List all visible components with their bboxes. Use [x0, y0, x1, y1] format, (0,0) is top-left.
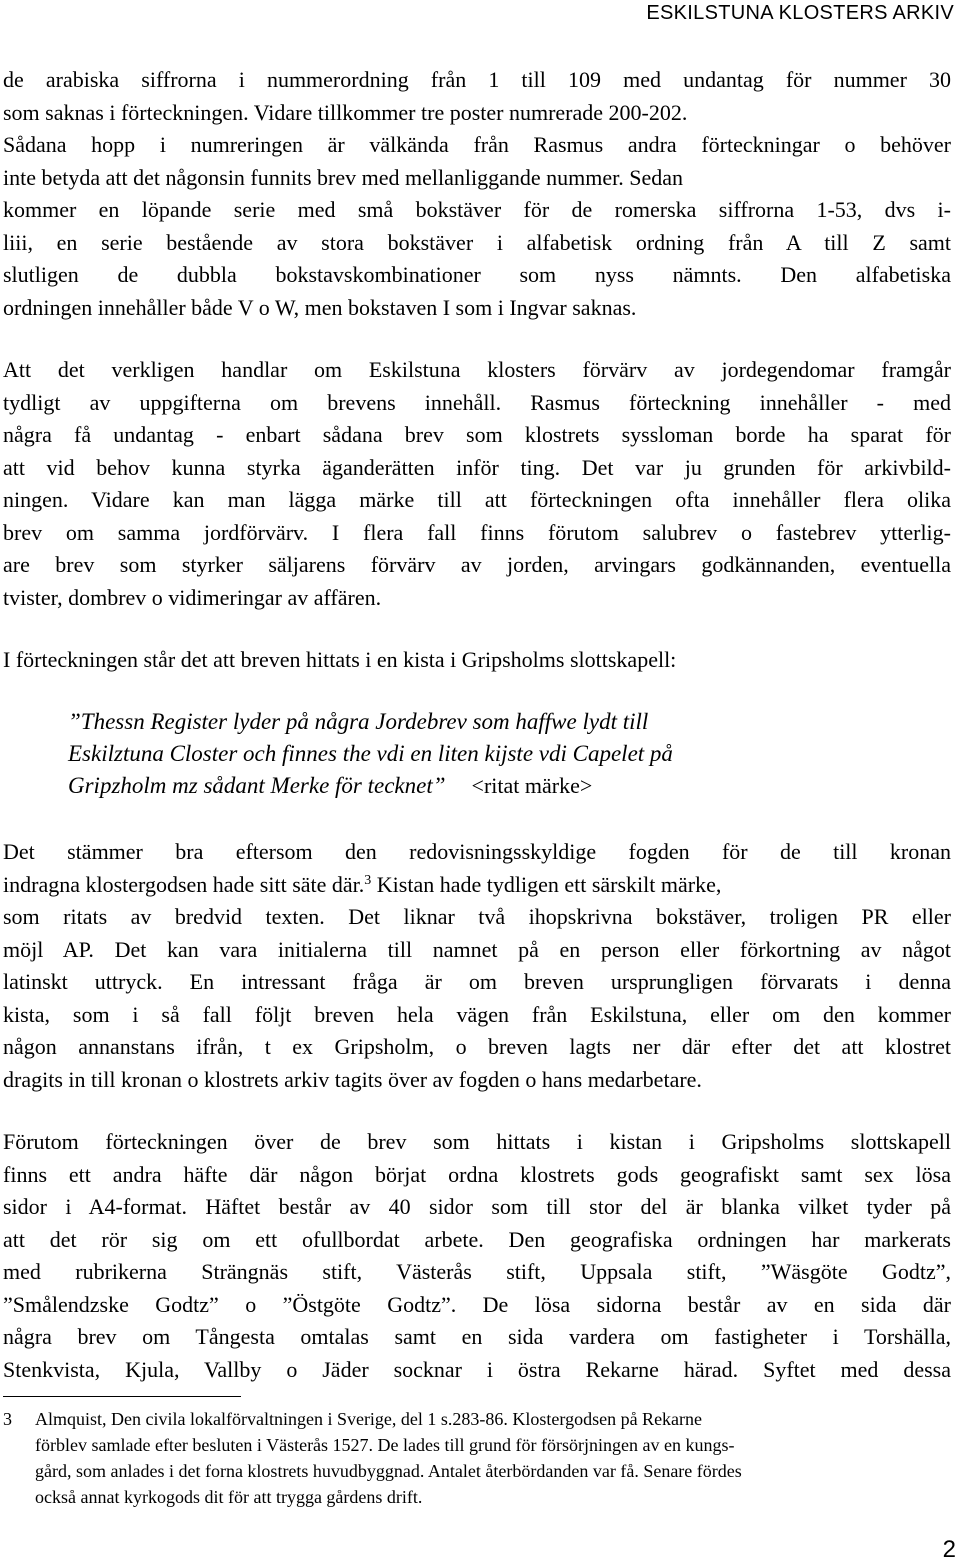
footnote-line: gård, som anlades i det forna klostrets huvudbyggnad. Antalet återbördanden var få. Senare fördes [35, 1461, 742, 1481]
text-line: några få undantag - enbart sådana brev som klostrets syssloman borde ha sparat för [3, 422, 951, 447]
drawn-mark-note: <ritat märke> [471, 773, 593, 798]
text-line: Sådana hopp i numreringen är välkända från Rasmus andra förteckningar o behöver [3, 132, 951, 157]
text-line: slutligen de dubbla bokstavskombinationer som nyss nämnts. Den alfabetiska [3, 262, 951, 287]
text-line: som ritats av bredvid texten. Det liknar två ihopskrivna bokstäver, troligen PR eller [3, 904, 951, 929]
text-line: I förteckningen står det att breven hittats i en kista i Gripsholms slottskapell: [3, 647, 677, 672]
quote-line: Eskilztuna Closter och finnes the vdi en liten kijste vdi Capelet på [68, 741, 673, 766]
quote-line: ”Thessn Register lyder på några Jordebrev som haffwe lydt till [68, 709, 649, 734]
text-line: Att det verkligen handlar om Eskilstuna klosters förvärv av jordegendomar framgår [3, 357, 951, 382]
text-line: tydligt av uppgifterna om brevens innehåll. Rasmus förteckning innehåller - med [3, 389, 951, 415]
text-line: med rubrikerna Strängnäs stift, Västerås stift, Uppsala stift, ”Wäsgöte Godtz”, [3, 1259, 951, 1284]
text-line: några brev om Tångesta omtalas samt en sida vardera om fastigheter i Torshälla, [3, 1324, 951, 1349]
text-line: möjl AP. Det kan vara initialerna till namnet på en person eller förkortning av något [3, 936, 951, 962]
block-quote [68, 706, 928, 802]
text-line: Stenkvista, Kjula, Vallby o Jäder socknar i östra Rekarne härad. Syftet med dessa [3, 1356, 951, 1382]
footnote [3, 1406, 953, 1510]
page-number: 2 [942, 1536, 956, 1563]
paragraph-3 [3, 644, 951, 677]
footnote-body [35, 1406, 953, 1510]
text-line: att det rör sig om ett ofullbordat arbete. Den geografiska ordningen har markerats [3, 1226, 951, 1252]
paragraph-5 [3, 1126, 951, 1386]
quote-line [68, 770, 928, 802]
text-line: någon annanstans ifrån, t ex Gripsholm, o breven lagts ner där efter det att klostret [3, 1034, 951, 1059]
footnote-divider [3, 1396, 241, 1397]
text-line: latinskt uttryck. En intressant fråga är om breven ursprungligen förvarats i denna [3, 969, 951, 994]
footnote-line: Almquist, Den civila lokalförvaltningen i Sverige, del 1 s.283-86. Klostergodsen på Rekarne [35, 1409, 703, 1429]
text-line: are brev som styrker säljarens förvärv av jorden, arvingars godkännanden, eventuella [3, 552, 951, 577]
paragraph-4 [3, 836, 951, 1096]
text-line: finns ett andra häfte där någon börjat ordna klostrets gods geografiskt samt sex lösa [3, 1161, 951, 1187]
text-line: brev om samma jordförvärv. I flera fall finns förutom salubrev o fastebrev ytterlig- [3, 519, 951, 545]
footnote-number: 3 [3, 1409, 12, 1429]
text-line: de arabiska siffrorna i nummerordning från 1 till 109 med undantag för nummer 30 [3, 67, 951, 92]
footnote-line: också annat kyrkogods dit för att trygga gårdens drift. [35, 1487, 423, 1507]
text-line: ”Smålendzske Godtz” o ”Östgöte Godtz”. De lösa sidorna består av en sida där [3, 1291, 951, 1317]
text-line: Det stämmer bra eftersom den redovisningsskyldige fogden för de till kronan [3, 839, 951, 864]
text-line: tvister, dombrev o vidimeringar av affären. [3, 584, 382, 610]
text-line: liii, en serie bestående av stora bokstäver i alfabetisk ordning från A till Z samt [3, 229, 951, 255]
text-line-with-footnote: indragna klostergodsen hade sitt säte där.$^3$ Kistan hade tydligen ett särskilt märke, [3, 871, 722, 897]
quote-line-text: Gripzholm mz sådant Merke för tecknet” [68, 773, 446, 798]
text-line: ningen. Vidare kan man lägga märke till att förteckningen ofta innehåller flera olika [3, 487, 951, 512]
text-line: kista, som i så fall följt breven hela vägen från Eskilstuna, eller om den kommer [3, 1001, 951, 1027]
paragraph-1 [3, 64, 951, 324]
paragraph-2 [3, 354, 951, 614]
text-line: sidor i A4-format. Häftet består av 40 sidor som till stor del är blanka vilket tyder på [3, 1194, 951, 1219]
text-line: Förutom förteckningen över de brev som hittats i kistan i Gripsholms slottskapell [3, 1129, 951, 1154]
text-line: dragits in till kronan o klostrets arkiv tagits över av fogden o hans medarbetare. [3, 1066, 702, 1092]
text-line: kommer en löpande serie med små bokstäver för de romerska siffrorna 1-53, dvs i- [3, 197, 951, 222]
text-line: inte betyda att det någonsin funnits brev med mellanliggande nummer. Sedan [3, 164, 684, 190]
text-line: som saknas i förteckningen. Vidare tillkommer tre poster numrerade 200-202. [3, 99, 688, 125]
footnote-ref: 3 [364, 872, 372, 888]
text-line: ordningen innehåller både V o W, men bokstaven I som i Ingvar saknas. [3, 294, 637, 320]
footnote-line: förblev samlade efter besluten i Västerås 1527. De lades till grund för försörjningen av en kungs- [35, 1435, 735, 1455]
running-header: ESKILSTUNA KLOSTERS ARKIV [646, 2, 954, 24]
text-line: att vid behov kunna styrka äganderätten inför ting. Det var ju grunden för arkivbild- [3, 454, 951, 480]
